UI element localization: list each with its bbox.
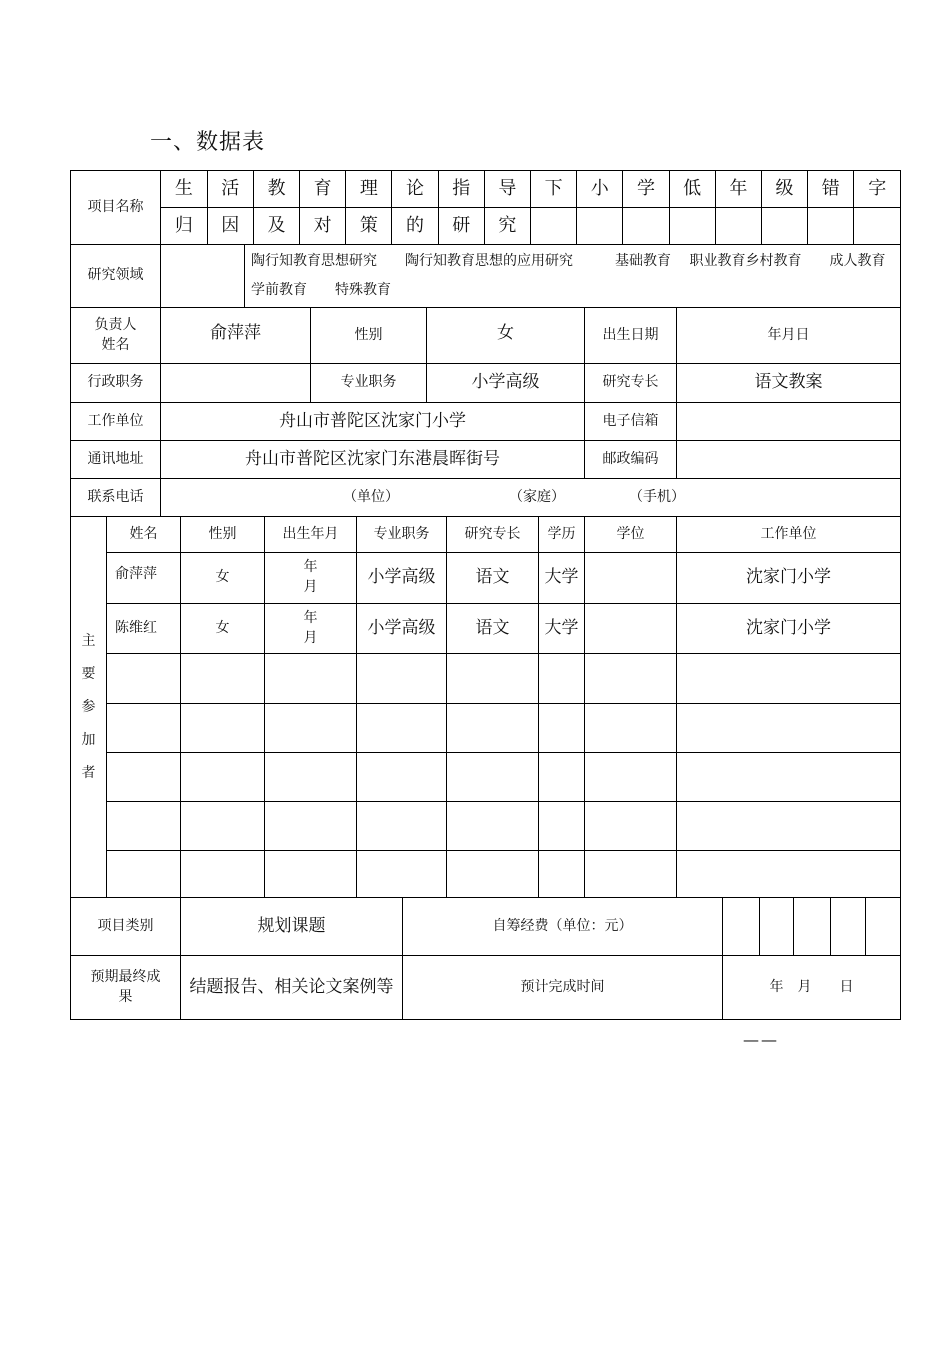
col-header-unit: 工作单位 [677,517,901,553]
project-name-label: 项目名称 [71,171,161,245]
outcome-label-line1: 预期最终成 [90,968,161,985]
project-title-char: 理 [346,171,392,207]
project-title-row1 [161,171,901,208]
participant-specialty: 语文 [447,553,539,604]
col-header-post: 专业职务 [357,517,447,553]
project-title-char: 归 [161,208,207,244]
work-unit-label: 工作单位 [71,403,161,441]
section-title: 一、数据表 [150,130,266,155]
birth-date-label: 出生日期 [585,308,677,364]
participant-name: 俞萍萍 [107,553,181,604]
project-title-char: 错 [808,171,854,207]
fund-label: 自筹经费（单位：元） [403,898,723,956]
project-title-char: 指 [438,171,484,207]
side-char-1: 主 [81,632,96,649]
research-field-blank [161,245,245,308]
specialty-value: 语文教案 [677,364,901,403]
project-title-char [623,208,669,244]
birth-year-mark: 年 [303,559,318,576]
email-value [677,403,901,441]
birth-month-mark: 月 [303,579,318,595]
prof-post-value: 小学高级 [427,364,585,403]
project-title-char [808,208,854,244]
side-char-2: 要 [81,665,96,682]
participant-gender: 女 [181,604,265,654]
project-title-char: 学 [623,171,669,207]
empty-participant-row [71,851,901,898]
footer-mark: —— [743,1030,779,1049]
participant-specialty: 语文 [447,604,539,654]
col-header-birth: 出生年月 [265,517,357,553]
empty-participant-row [71,704,901,753]
phone-values [161,479,901,517]
project-title-char: 下 [531,171,577,207]
admin-post-label: 行政职务 [71,364,161,403]
project-title-char: 策 [346,208,392,244]
phone-home: （家庭） [509,488,565,505]
participant-degree [585,553,677,604]
project-title-char: 因 [207,208,253,244]
fund-digit-box [866,898,901,956]
project-title-char [669,208,715,244]
outcome-value: 结题报告、相关论文案例等 [181,956,403,1020]
outcome-label-line2: 果 [118,988,133,1005]
participant-unit: 沈家门小学 [677,604,901,654]
participant-education: 大学 [539,604,585,654]
leader-label-line1: 负责人 [94,316,137,333]
participant-unit: 沈家门小学 [677,553,901,604]
project-title-char [854,208,900,244]
phone-mobile: （手机） [629,488,685,505]
phone-label: 联系电话 [71,479,161,517]
empty-participant-row [71,802,901,851]
project-title-char: 导 [484,171,530,207]
admin-post-value [161,364,311,403]
specialty-label: 研究专长 [585,364,677,403]
col-header-name: 姓名 [107,517,181,553]
birth-date-value: 年月日 [677,308,901,364]
project-title-char [531,208,577,244]
project-title-char [761,208,807,244]
project-title-char: 对 [300,208,346,244]
project-title-char: 级 [761,171,807,207]
participant-degree [585,604,677,654]
participant-post: 小学高级 [357,553,447,604]
col-header-degree: 学位 [585,517,677,553]
leader-label [71,308,161,364]
project-title-char [715,208,761,244]
work-unit-value: 舟山市普陀区沈家门小学 [161,403,585,441]
col-header-gender: 性别 [181,517,265,553]
prof-post-label: 专业职务 [311,364,427,403]
completion-time-label: 预计完成时间 [403,956,723,1020]
project-title-char [577,208,623,244]
fund-digit-box [831,898,866,956]
participant-birth [265,604,357,654]
participant-gender: 女 [181,553,265,604]
fund-digit-box [723,898,760,956]
side-char-5: 者 [81,764,96,781]
email-label: 电子信箱 [585,403,677,441]
project-title-char: 小 [577,171,623,207]
address-label: 通讯地址 [71,441,161,479]
project-title-char: 研 [438,208,484,244]
project-title-char: 及 [253,208,299,244]
empty-participant-row [71,654,901,704]
project-title-char: 活 [207,171,253,207]
birth-month-mark: 月 [303,629,318,646]
leader-label-line2: 姓名 [101,336,130,353]
project-title-char: 究 [484,208,530,244]
participant-post: 小学高级 [357,604,447,654]
project-title-char: 低 [669,171,715,207]
postcode-value [677,441,901,479]
data-table [70,170,901,1020]
fund-digit-box [794,898,831,956]
participants-side-label [71,517,107,898]
participant-row [71,604,901,654]
participant-name: 陈维红 [107,604,181,654]
project-title-char: 字 [868,178,887,200]
address-value: 舟山市普陀区沈家门东港晨晖街号 [161,441,585,479]
side-char-4: 加 [81,731,96,748]
participant-row [71,553,901,604]
participant-birth [265,553,357,604]
project-title-char: 的 [392,208,438,244]
project-title-char: 育 [300,171,346,207]
category-value: 规划课题 [181,898,403,956]
fund-digit-box [760,898,794,956]
col-header-education: 学历 [539,517,585,553]
project-title-char: 生 [161,171,207,207]
project-title-char: 年 [715,171,761,207]
research-field-label: 研究领域 [71,245,161,308]
gender-label: 性别 [311,308,427,364]
completion-time-value: 年 月 日 [723,956,901,1020]
data-table-frame [70,170,900,1017]
side-char-3: 参 [81,698,96,715]
participant-education: 大学 [539,553,585,604]
col-header-specialty: 研究专长 [447,517,539,553]
postcode-label: 邮政编码 [585,441,677,479]
outcome-label [71,956,181,1020]
research-field-options: 陶行知教育思想研究 陶行知教育思想的应用研究 基础教育 职业教育乡村教育 成人教育 学前教育 特殊教育 [245,245,901,308]
phone-unit: （单位） [343,488,399,505]
leader-name: 俞萍萍 [161,308,311,364]
project-title-row2 [161,208,901,245]
category-label: 项目类别 [71,898,181,956]
birth-year-mark: 年 [303,609,318,626]
project-title-char: 论 [392,171,438,207]
empty-participant-row [71,753,901,802]
project-title-char: 教 [253,171,299,207]
leader-gender: 女 [427,308,585,364]
